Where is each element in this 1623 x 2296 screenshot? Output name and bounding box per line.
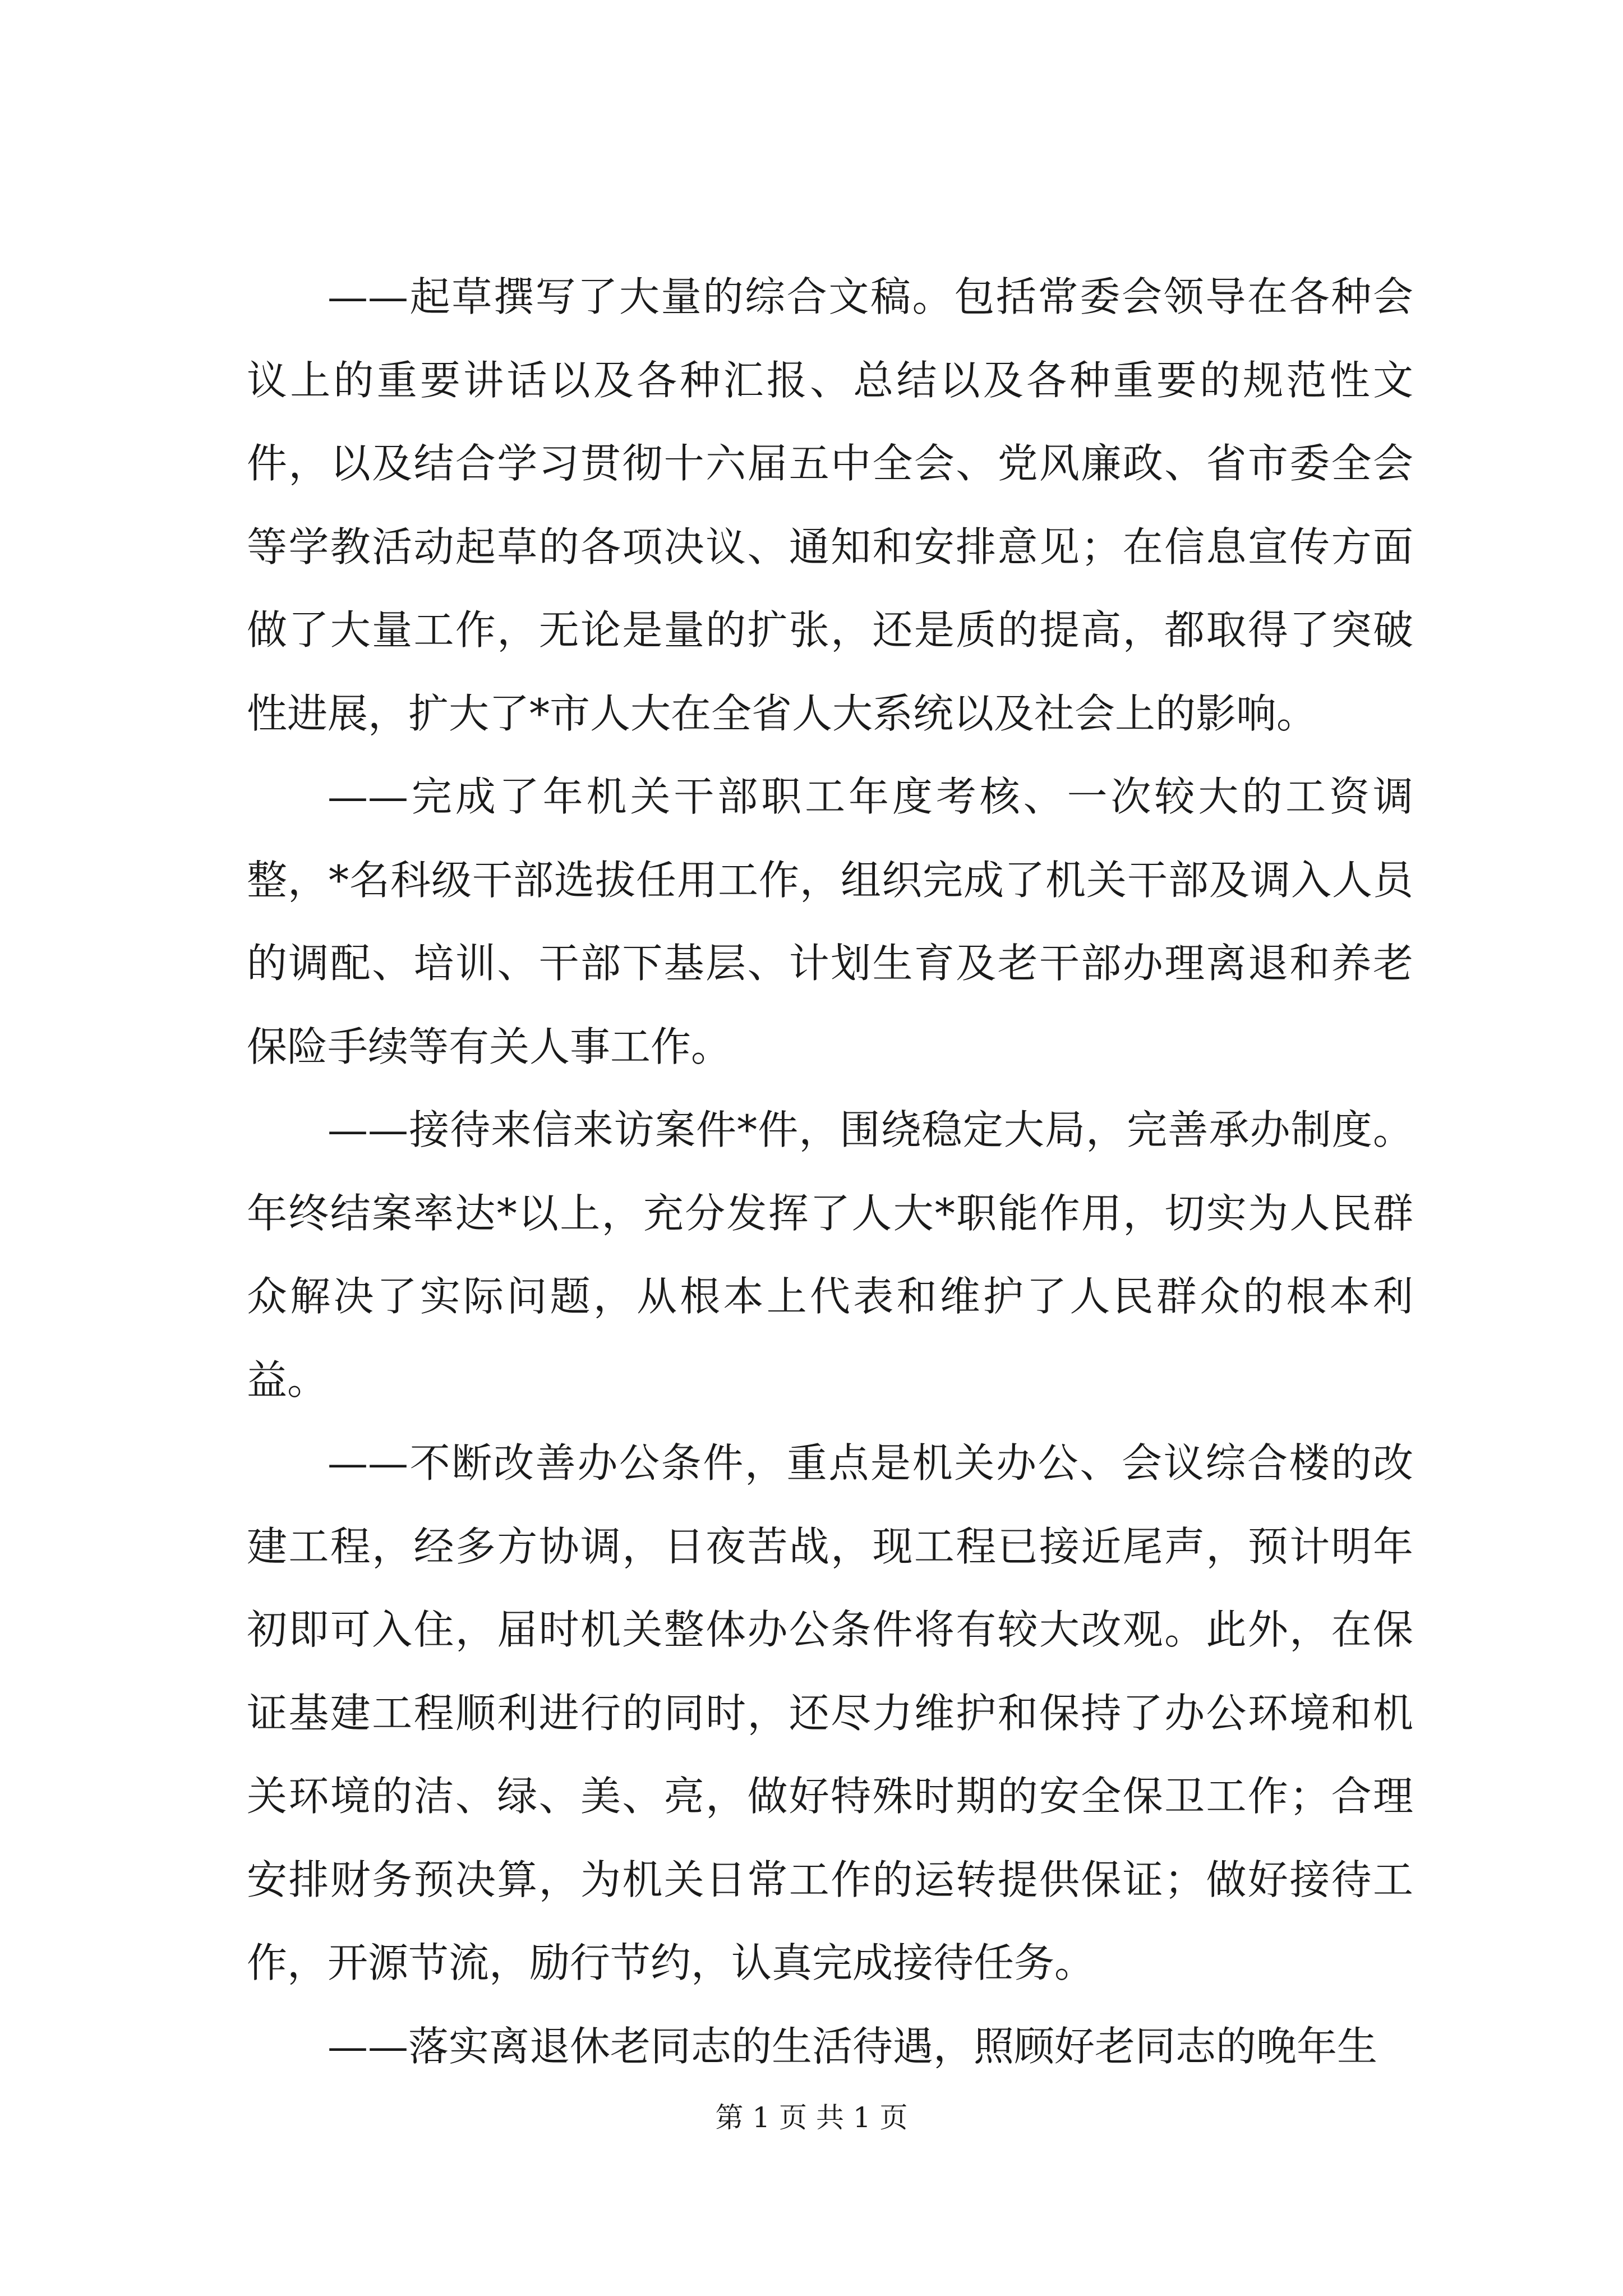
paragraph-retirees: ——落实离退休老同志的生活待遇，照顾好老同志的晚年生: [328, 2022, 1378, 2070]
paragraph-drafting: ——起草撰写了大量的综合文稿。包括常委会领导在各种会议上的重要讲话以及各种汇报、总结以及各种重要的规范性文件，以及结合学习贯彻十六届五中全会、党风廉政、省市委全会等学教活动起草的各项决议、通知和安排意见；在信息宣传方面做了大量工作，无论是量的扩张，还是质的提高，都取得了突破性进展，扩大了*市人大在全省人大系统以及社会上的影响。: [247, 273, 1413, 737]
document-body: [247, 255, 1413, 2088]
paragraph-petitions: ——接待来信来访案件*件，围绕稳定大局，完善承办制度。年终结案率达*以上，充分发挥了人大*职能作用，切实为人民群众解决了实际问题，从根本上代表和维护了人民群众的根本利益。: [247, 1106, 1413, 1404]
paragraph-personnel: ——完成了年机关干部职工年度考核、一次较大的工资调整，*名科级干部选拔任用工作，组织完成了机关干部及调入人员的调配、培训、干部下基层、计划生育及老干部办理离退和养老保险手续等有关人事工作。: [247, 773, 1413, 1070]
paragraph-office-conditions: ——不断改善办公条件，重点是机关办公、会议综合楼的改建工程，经多方协调，日夜苦战，现工程已接近尾声，预计明年初即可入住，届时机关整体办公条件将有较大改观。此外，在保证基建工程顺利进行的同时，还尽力维护和保持了办公环境和机关环境的洁、绿、美、亮，做好特殊时期的安全保卫工作；合理安排财务预决算，为机关日常工作的运转提供保证；做好接待工作，开源节流，励行节约，认真完成接待任务。: [247, 1439, 1413, 1986]
page-footer: 第 1 页 共 1 页: [715, 2101, 908, 2134]
